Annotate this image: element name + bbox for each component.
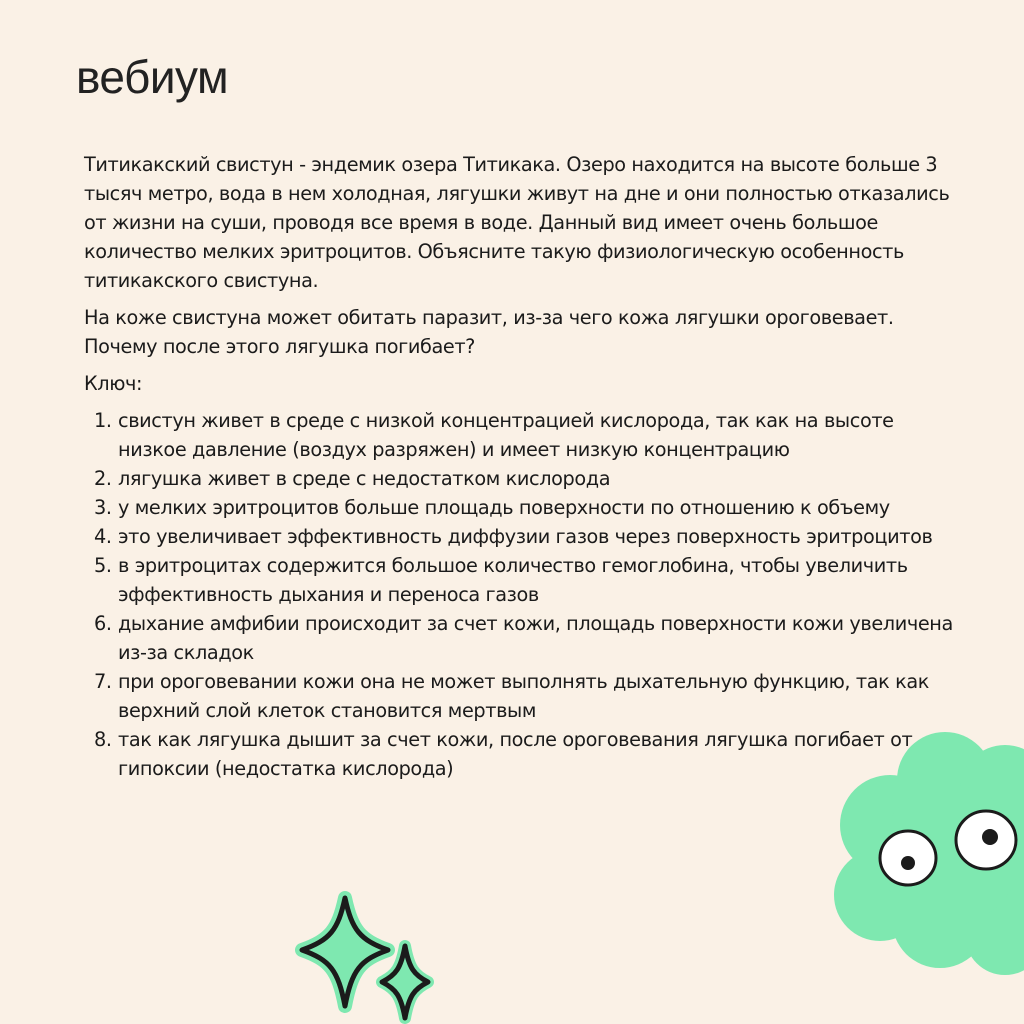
answer-item: 8. так как лягушка дышит за счет кожи, после ороговевания лягушка погибает от гипоксии (недостатка кислорода): [94, 728, 913, 780]
answer-item: 2. лягушка живет в среде с недостатком кислорода: [94, 467, 611, 490]
right-eye-icon: [956, 811, 1016, 869]
task-content: [84, 150, 964, 783]
answer-item: 6. дыхание амфибии происходит за счет кожи, площадь поверхности кожи увеличена из-за складок: [94, 612, 953, 664]
key-label: Ключ:: [84, 372, 143, 395]
answer-item: 7. при ороговевании кожи она не может выполнять дыхательную функцию, так как верхний слой клеток становится мертвым: [94, 670, 930, 722]
sparkle-stars-icon: [290, 890, 450, 1024]
answer-item: 5. в эритроцитах содержится большое количество гемоглобина, чтобы увеличить эффективность дыхания и переноса газов: [94, 554, 908, 606]
green-blob-mascot-icon: [830, 735, 1024, 970]
question-1: Титикакский свистун - эндемик озера Титикака. Озеро находится на высоте больше 3 тысяч метро, вода в нем холодная, лягушки живут на дне и они полностью отказались от жизни на суши, проводя все время в воде. Данный вид имеет очень большое количество мелких эритроцитов. Объясните такую физиологическую особенность титикакского свистуна.: [84, 153, 950, 292]
answer-item: 1. свистун живет в среде с низкой концентрацией кислорода, так как на высоте низкое давление (воздух разряжен) и имеет низкую концентрацию: [94, 409, 894, 461]
left-eye-icon: [880, 831, 936, 885]
answer-item: 4. это увеличивает эффективность диффузии газов через поверхность эритроцитов: [94, 525, 933, 548]
answer-item: 3. у мелких эритроцитов больше площадь поверхности по отношению к объему: [94, 496, 890, 519]
answer-list: [84, 406, 964, 783]
brand-logo: вебиум: [76, 51, 229, 103]
question-2: На коже свистуна может обитать паразит, из-за чего кожа лягушки ороговевает. Почему после этого лягушка погибает?: [84, 306, 894, 358]
